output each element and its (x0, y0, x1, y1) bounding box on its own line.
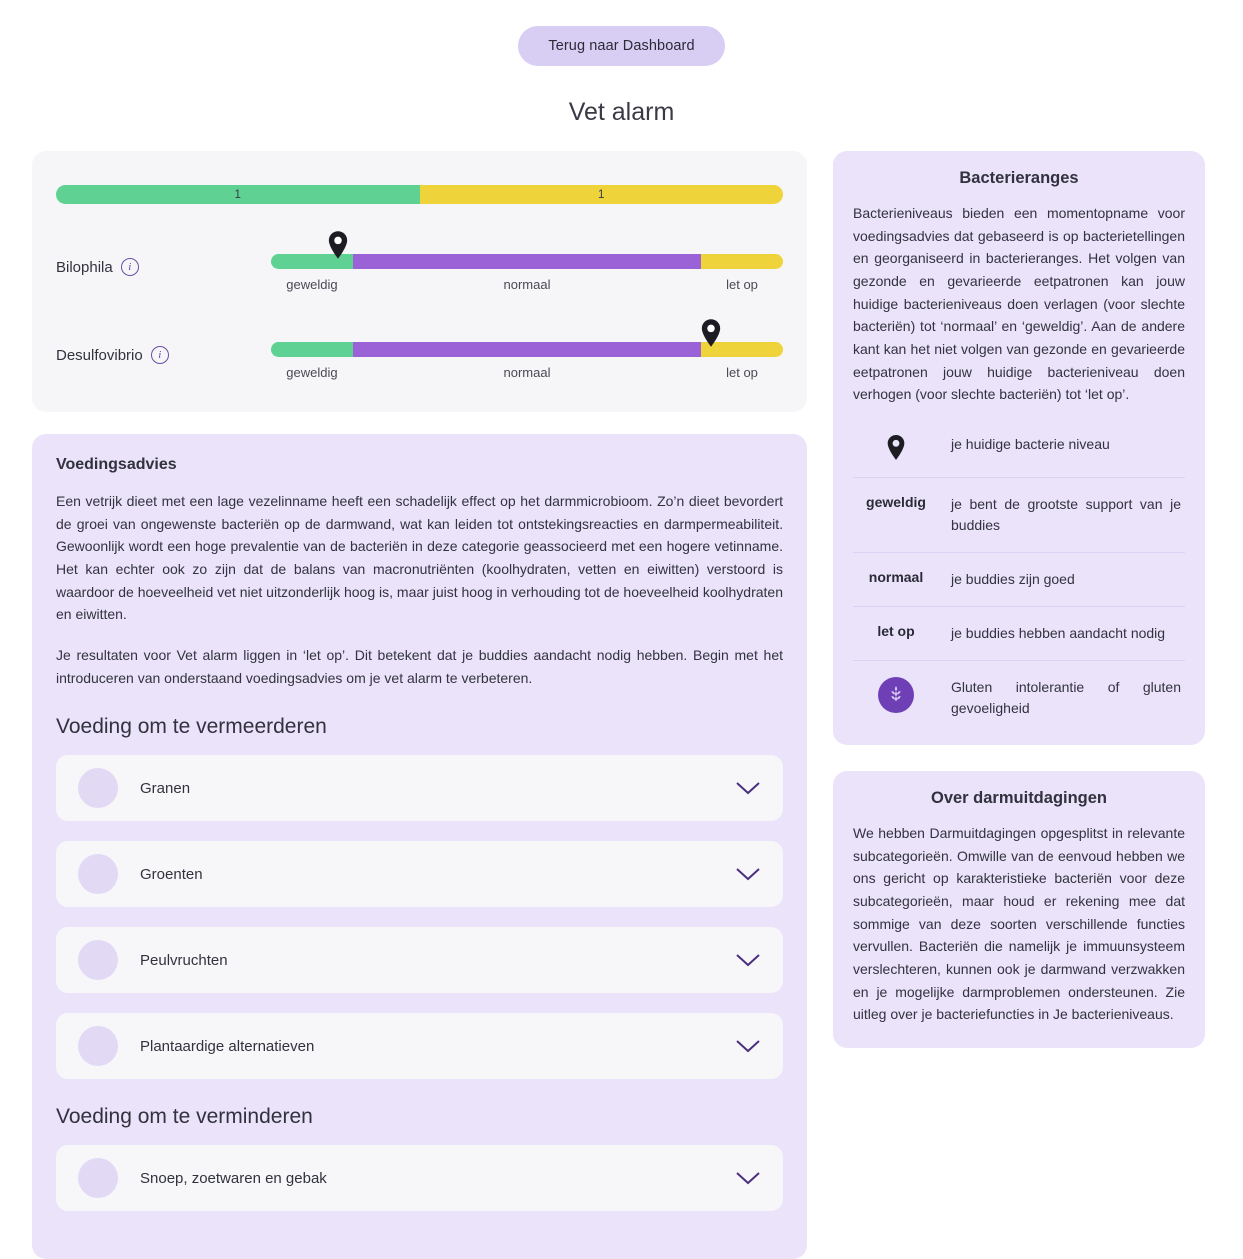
legend-key (857, 434, 935, 461)
about-challenges-text: We hebben Darmuitdagingen opgesplitst in relevante subcategorieën. Omwille van de eenvoud hebben we ons gericht op karakteristieke bacteriën voor deze subcategorieën, maar houd er rekening mee dat sommige van deze soorten verschillende functies vervullen. Bacteriën die namelijk je immuunsysteem verslechteren, kunnen ook je darmwand verzwakken en je mogelijke darmproblemen ondersteunen. Zie uitleg over je bacteriefuncties in Je bacterieniveaus. (853, 825, 1185, 1023)
legend-value: je buddies zijn goed (951, 571, 1075, 588)
chevron-down-icon[interactable] (735, 867, 761, 881)
food-accordion-plantaardige-alternatieven[interactable] (56, 1013, 783, 1079)
current-level-pin-icon (327, 230, 349, 260)
food-label: Plantaardige alternatieven (140, 1037, 315, 1055)
pin-icon (886, 434, 906, 461)
scale-labels-bilophila (271, 277, 783, 292)
scale-label-normaal: normaal (503, 365, 551, 380)
bacteria-scale-bilophila (271, 230, 783, 292)
bacteria-scale-desulfovibrio (271, 318, 783, 380)
bacteria-label-bilophila: Bilophila (56, 258, 113, 276)
legend-row-let-op (853, 607, 1185, 661)
top-bar (0, 0, 1243, 66)
chevron-down-icon[interactable] (735, 953, 761, 967)
legend-value: je huidige bacterie niveau (951, 436, 1110, 453)
scale-label-normaal: normaal (503, 277, 551, 292)
chevron-down-icon[interactable] (735, 781, 761, 795)
legend-key: normaal (868, 569, 924, 586)
nutrition-advice-paragraph-2: Je resultaten voor Vet alarm liggen in ‘let op’. Dit betekent dat je buddies aandacht nodig hebben. Begin met het introduceren van onderstaand voedingsadvies om je vet alarm te verbeteren. (56, 647, 783, 686)
right-column (833, 151, 1205, 1048)
food-label: Snoep, zoetwaren en gebak (140, 1169, 327, 1187)
gluten-icon (878, 677, 914, 713)
food-accordion-snoep-zoetwaren-en-gebak[interactable] (56, 1145, 783, 1211)
bacteria-row-desulfovibrio (56, 318, 783, 382)
food-accordion-peulvruchten[interactable] (56, 927, 783, 993)
legend-row-current-level (853, 418, 1185, 478)
nutrition-advice-card (32, 434, 807, 1259)
nutrition-advice-paragraph-1: Een vetrijk dieet met een lage vezelinname heeft een schadelijk effect op het darmmicrobioom. Zo’n dieet bevordert de groei van ongewenste bacteriën op de darmwand, wat kan leiden tot ontstekingsreacties en darmpermeabiliteit. Gewoonlijk wordt een hoge prevalentie van de bacteriën in deze categorie geassocieerd met een hogere vetinname. Het kan echter ook zo zijn dat de balans van macronutriënten (koolhydraten, vetten en eiwitten) verstoord is waardoor de hoeveelheid vet niet uitzonderlijk hoog is, maar juist hoog in verhouding tot de hoeveelheid koolhydraten en eiwitten. (56, 493, 783, 623)
scale-label-geweldig: geweldig (286, 365, 338, 380)
legend-value: je bent de grootste support van je buddies (951, 496, 1181, 534)
legend-row-geweldig (853, 478, 1185, 553)
decrease-heading: Voeding om te verminderen (56, 1105, 313, 1129)
scale-segment-normaal (353, 342, 701, 357)
legend-row-normaal (853, 553, 1185, 607)
about-challenges-card (833, 771, 1205, 1048)
legend-key: geweldig (866, 494, 926, 511)
scale-label-letop: let op (726, 365, 758, 380)
chevron-down-icon[interactable] (735, 1039, 761, 1053)
legend-key (857, 677, 935, 713)
food-icon (78, 1158, 118, 1198)
food-label: Peulvruchten (140, 951, 228, 969)
summary-gauge-segment-green (56, 185, 420, 204)
page-title: Vet alarm (568, 98, 675, 126)
summary-gauge-segment-yellow-label: 1 (598, 188, 605, 201)
food-label: Groenten (140, 865, 203, 883)
food-icon (78, 1026, 118, 1066)
summary-gauge-segment-green-label: 1 (234, 188, 241, 201)
increase-heading: Voeding om te vermeerderen (56, 715, 327, 739)
bacteria-label-desulfovibrio: Desulfovibrio (56, 346, 143, 364)
scale-segment-letop (701, 254, 783, 269)
info-icon[interactable]: i (121, 258, 139, 276)
current-level-pin-icon (700, 318, 722, 348)
food-accordion-groenten[interactable] (56, 841, 783, 907)
main-layout (0, 127, 1243, 1259)
food-icon (78, 768, 118, 808)
nutrition-advice-title: Voedingsadvies (56, 456, 177, 473)
summary-gauge-bar (56, 185, 783, 204)
scale-segment-normaal (353, 254, 701, 269)
bacteria-ranges-intro: Bacterieniveaus bieden een momentopname voor voedingsadvies dat gebaseerd is op bacterietellingen en georganiseerd in bacterieranges. Het volgen van gezonde en gevarieerde eetpatronen kan jouw huidige bacterieniveaus doen verlagen (voor slechte bacteriën) tot ‘normaal’ en ‘geweldig’. Aan de andere kant kan het niet volgen van gezonde en gevarieerde eetpatronen jouw huidige bacterieniveau doen verhogen (voor slechte bacteriën) tot ‘let op’. (853, 205, 1185, 403)
bacteria-overview-card (32, 151, 807, 412)
summary-gauge-segment-yellow (420, 185, 784, 204)
bacteria-name-bilophila (56, 230, 271, 276)
bacteria-row-bilophila (56, 230, 783, 294)
scale-labels-desulfovibrio (271, 365, 783, 380)
left-column (32, 151, 807, 1259)
food-label: Granen (140, 779, 191, 797)
bacteria-name-desulfovibrio (56, 318, 271, 364)
scale-label-letop: let op (726, 277, 758, 292)
food-icon (78, 854, 118, 894)
legend-key: let op (877, 623, 915, 640)
legend-value: je buddies hebben aandacht nodig (951, 625, 1166, 642)
legend-value: Gluten intolerantie of gluten gevoeligheid (951, 679, 1181, 717)
food-icon (78, 940, 118, 980)
about-challenges-title: Over darmuitdagingen (930, 789, 1108, 808)
back-to-dashboard-button[interactable]: Terug naar Dashboard (518, 26, 724, 66)
info-icon[interactable]: i (151, 346, 169, 364)
chevron-down-icon[interactable] (735, 1171, 761, 1185)
scale-label-geweldig: geweldig (286, 277, 338, 292)
scale-segment-geweldig (271, 342, 353, 357)
legend-row-gluten (853, 661, 1185, 735)
bacteria-ranges-title: Bacterieranges (959, 169, 1079, 187)
food-accordion-granen[interactable] (56, 755, 783, 821)
bacteria-ranges-card (833, 151, 1205, 745)
